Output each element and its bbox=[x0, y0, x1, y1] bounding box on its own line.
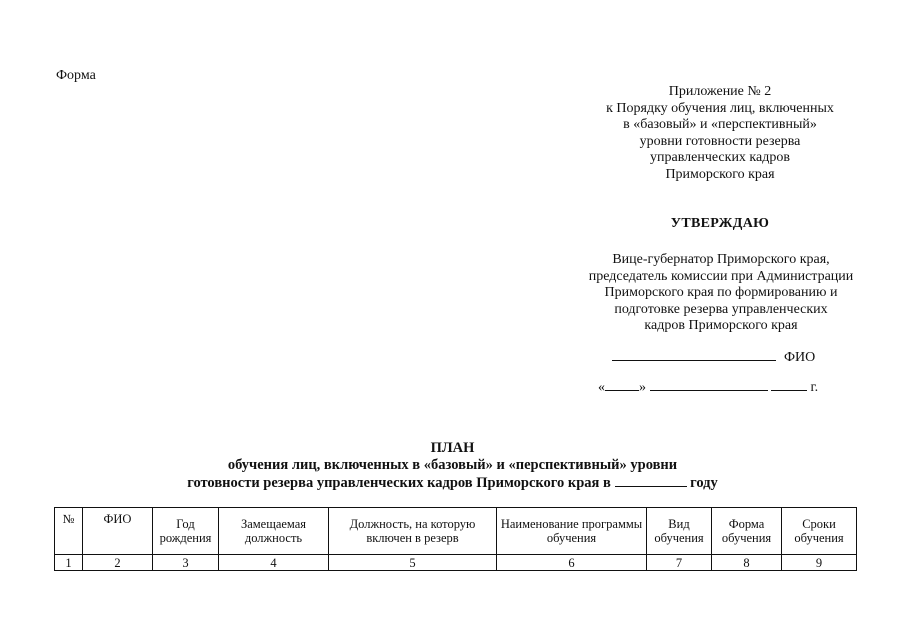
column-number-cell: 5 bbox=[329, 555, 497, 571]
appendix-line: Приморского края bbox=[665, 166, 775, 182]
column-number-cell: 6 bbox=[497, 555, 647, 571]
header-training-form: Форма обучения bbox=[712, 508, 782, 555]
signature-blank bbox=[612, 348, 776, 361]
column-number-cell: 8 bbox=[712, 555, 782, 571]
header-current-position: Замещаемая должность bbox=[219, 508, 329, 555]
header-training-type: Вид обучения bbox=[647, 508, 712, 555]
header-reserve-position: Должность, на которую включен в резерв bbox=[329, 508, 497, 555]
plan-year-blank bbox=[615, 474, 687, 487]
plan-heading bbox=[40, 440, 865, 492]
approver-line: председатель комиссии при Администрации bbox=[588, 268, 854, 284]
appendix-line: в «базовый» и «перспективный» bbox=[623, 117, 817, 132]
column-number-cell: 3 bbox=[153, 555, 219, 571]
approver-line: кадров Приморского края bbox=[644, 318, 798, 333]
appendix-line: к Порядку обучения лиц, включенных bbox=[606, 100, 834, 116]
header-birth-year: Год рождения bbox=[153, 508, 219, 555]
table-header-row bbox=[55, 508, 857, 555]
year-blank bbox=[771, 378, 807, 391]
approver-line: Вице-губернатор Приморского края, bbox=[612, 252, 830, 267]
plan-title: ПЛАН bbox=[430, 440, 475, 456]
column-number-cell: 1 bbox=[55, 555, 83, 571]
appendix-line: Приложение № 2 bbox=[668, 84, 772, 99]
appendix-block bbox=[560, 84, 880, 183]
header-number: № bbox=[55, 508, 83, 555]
appendix-line: уровни готовности резерва bbox=[639, 133, 801, 149]
date-close-quote: » bbox=[639, 380, 646, 395]
approver-line: подготовке резерва управленческих bbox=[614, 301, 828, 317]
fio-label: ФИО bbox=[784, 350, 816, 365]
form-label: Форма bbox=[56, 68, 96, 83]
header-training-period: Сроки обучения bbox=[782, 508, 857, 555]
header-fio: ФИО bbox=[83, 508, 153, 555]
date-open-quote: « bbox=[598, 380, 605, 395]
approver-block bbox=[556, 252, 886, 335]
plan-subtitle-suffix: году bbox=[690, 475, 718, 491]
date-line bbox=[598, 378, 818, 396]
appendix-line: управленческих кадров bbox=[650, 150, 790, 165]
plan-subtitle-line1: обучения лиц, включенных в «базовый» и «перспективный» уровни bbox=[227, 457, 678, 473]
column-number-cell: 9 bbox=[782, 555, 857, 571]
plan-table bbox=[54, 507, 857, 571]
table-row bbox=[55, 555, 857, 571]
approval-title: УТВЕРЖДАЮ bbox=[670, 216, 770, 231]
year-suffix: г. bbox=[810, 380, 819, 395]
signature-line bbox=[612, 348, 815, 366]
day-blank bbox=[605, 378, 639, 391]
column-number-cell: 7 bbox=[647, 555, 712, 571]
header-program-name: Наименование программы обучения bbox=[497, 508, 647, 555]
plan-subtitle-line2 bbox=[40, 474, 865, 492]
approver-line: Приморского края по формированию и bbox=[604, 285, 838, 300]
column-number-cell: 4 bbox=[219, 555, 329, 571]
month-blank bbox=[650, 378, 768, 391]
plan-subtitle-prefix: готовности резерва управленческих кадров Приморского края в bbox=[187, 475, 611, 491]
column-number-cell: 2 bbox=[83, 555, 153, 571]
